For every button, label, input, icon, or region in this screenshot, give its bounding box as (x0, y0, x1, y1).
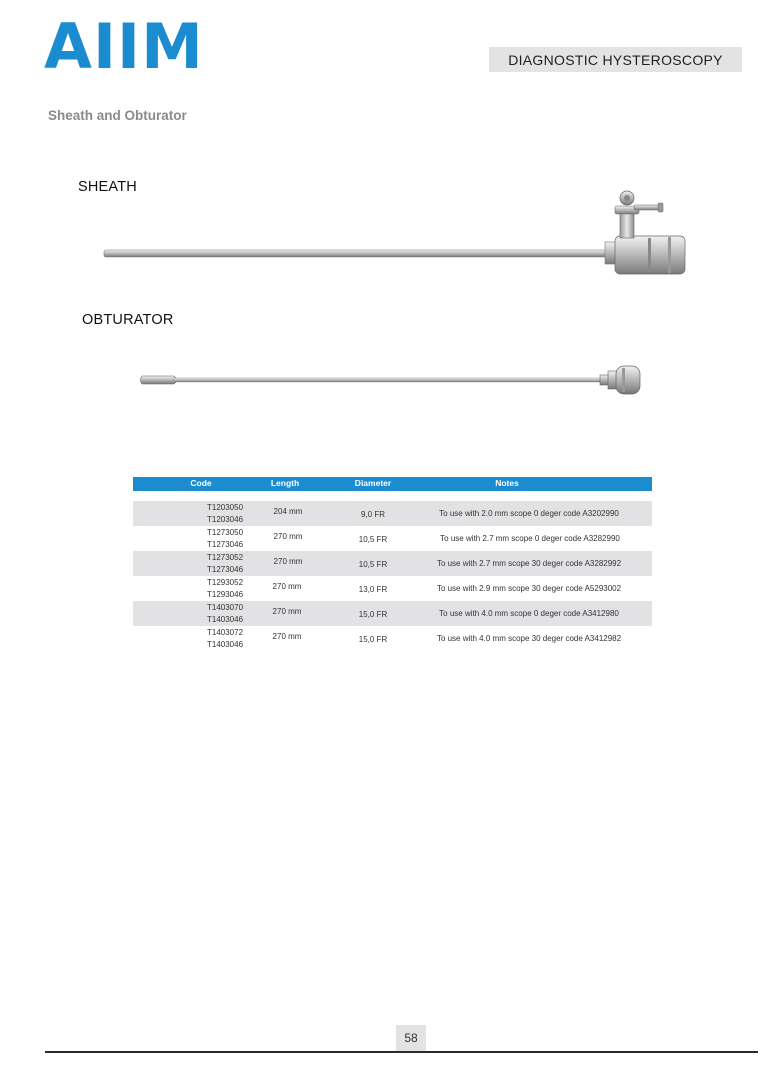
page-number: 58 (396, 1025, 426, 1051)
code-cell: T1403072 T1403046 (206, 628, 244, 649)
diameter-cell: 13,0 FR (358, 585, 388, 594)
length-cell: 270 mm (272, 632, 302, 641)
code-cell: T1203050 T1203046 (206, 503, 244, 524)
obturator-label: OBTURATOR (82, 312, 174, 328)
table-row (133, 501, 652, 526)
notes-cell: To use with 2.7 mm scope 0 deger code A3282990 (440, 534, 620, 543)
spec-table (133, 477, 652, 651)
header-code: Code (190, 478, 212, 488)
header-notes: Notes (495, 478, 519, 488)
table-row (133, 626, 652, 651)
notes-cell: To use with 4.0 mm scope 30 deger code A3412982 (436, 634, 622, 643)
code-cell: T1293052 T1293046 (206, 578, 244, 599)
table-row (133, 601, 652, 626)
sheath-image (100, 186, 690, 278)
code-cell: T1273052 T1273046 (206, 553, 244, 574)
page-subtitle: Sheath and Obturator (48, 108, 187, 123)
length-cell: 204 mm (273, 507, 303, 516)
sheath-label: SHEATH (78, 179, 137, 195)
notes-cell: To use with 2.7 mm scope 30 deger code A3282992 (436, 559, 622, 568)
notes-cell: To use with 2.9 mm scope 30 deger code A5293002 (436, 584, 622, 593)
table-header (133, 477, 652, 491)
category-box: DIAGNOSTIC HYSTEROSCOPY (489, 47, 742, 72)
diameter-cell: 15,0 FR (358, 610, 388, 619)
diameter-cell: 15,0 FR (358, 635, 388, 644)
length-cell: 270 mm (273, 532, 303, 541)
code-cell: T1273050 T1273046 (206, 528, 244, 549)
diameter-cell: 10,5 FR (358, 560, 388, 569)
length-cell: 270 mm (272, 607, 302, 616)
diameter-cell: 10,5 FR (358, 535, 388, 544)
logo: AIIM (44, 10, 204, 83)
length-cell: 270 mm (272, 582, 302, 591)
header-length: Length (270, 478, 300, 488)
footer-divider (45, 1051, 758, 1053)
header-diameter: Diameter (354, 478, 392, 488)
notes-cell: To use with 2.0 mm scope 0 deger code A3202990 (439, 509, 619, 518)
table-row (133, 576, 652, 601)
length-cell: 270 mm (273, 557, 303, 566)
table-row (133, 526, 652, 551)
obturator-image (138, 362, 644, 398)
notes-cell: To use with 4.0 mm scope 0 deger code A3412980 (439, 609, 619, 618)
table-row (133, 551, 652, 576)
code-cell: T1403070 T1403046 (206, 603, 244, 624)
diameter-cell: 9,0 FR (360, 510, 386, 519)
